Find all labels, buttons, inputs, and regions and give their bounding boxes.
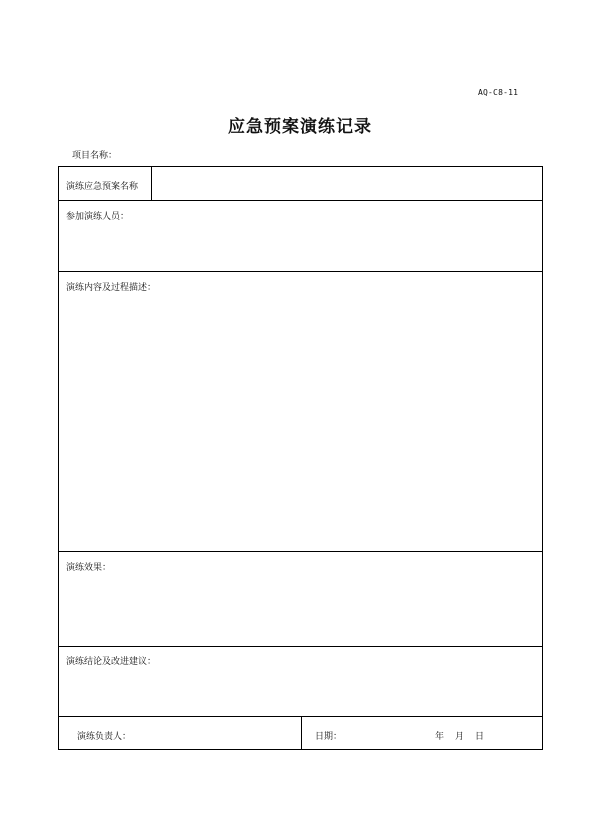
effect-label: 演练效果： [66,563,112,573]
content-row[interactable] [59,272,542,552]
plan-name-divider [151,167,152,200]
plan-name-field[interactable] [159,179,539,193]
signature-divider [301,717,302,749]
document-code: AQ-C8-11 [478,88,519,97]
conclusion-label: 演练结论及改进建议： [66,657,157,667]
plan-name-label: 演练应急预案名称 [66,182,139,192]
plan-name-row [59,167,542,201]
signature-row [59,717,542,749]
participants-label: 参加演练人员： [66,212,130,222]
effect-row[interactable] [59,552,542,647]
drill-record-form [58,166,543,750]
page-title: 应急预案演练记录 [228,117,372,137]
project-name-label: 项目名称： [72,151,118,161]
participants-row[interactable] [59,201,542,272]
leader-label: 演练负责人： [77,732,132,742]
conclusion-row[interactable] [59,647,542,717]
date-label: 日期： [315,732,343,742]
day-label: 日 [475,732,485,742]
content-label: 演练内容及过程描述： [66,283,157,293]
year-label: 年 [435,732,445,742]
month-label: 月 [455,732,465,742]
